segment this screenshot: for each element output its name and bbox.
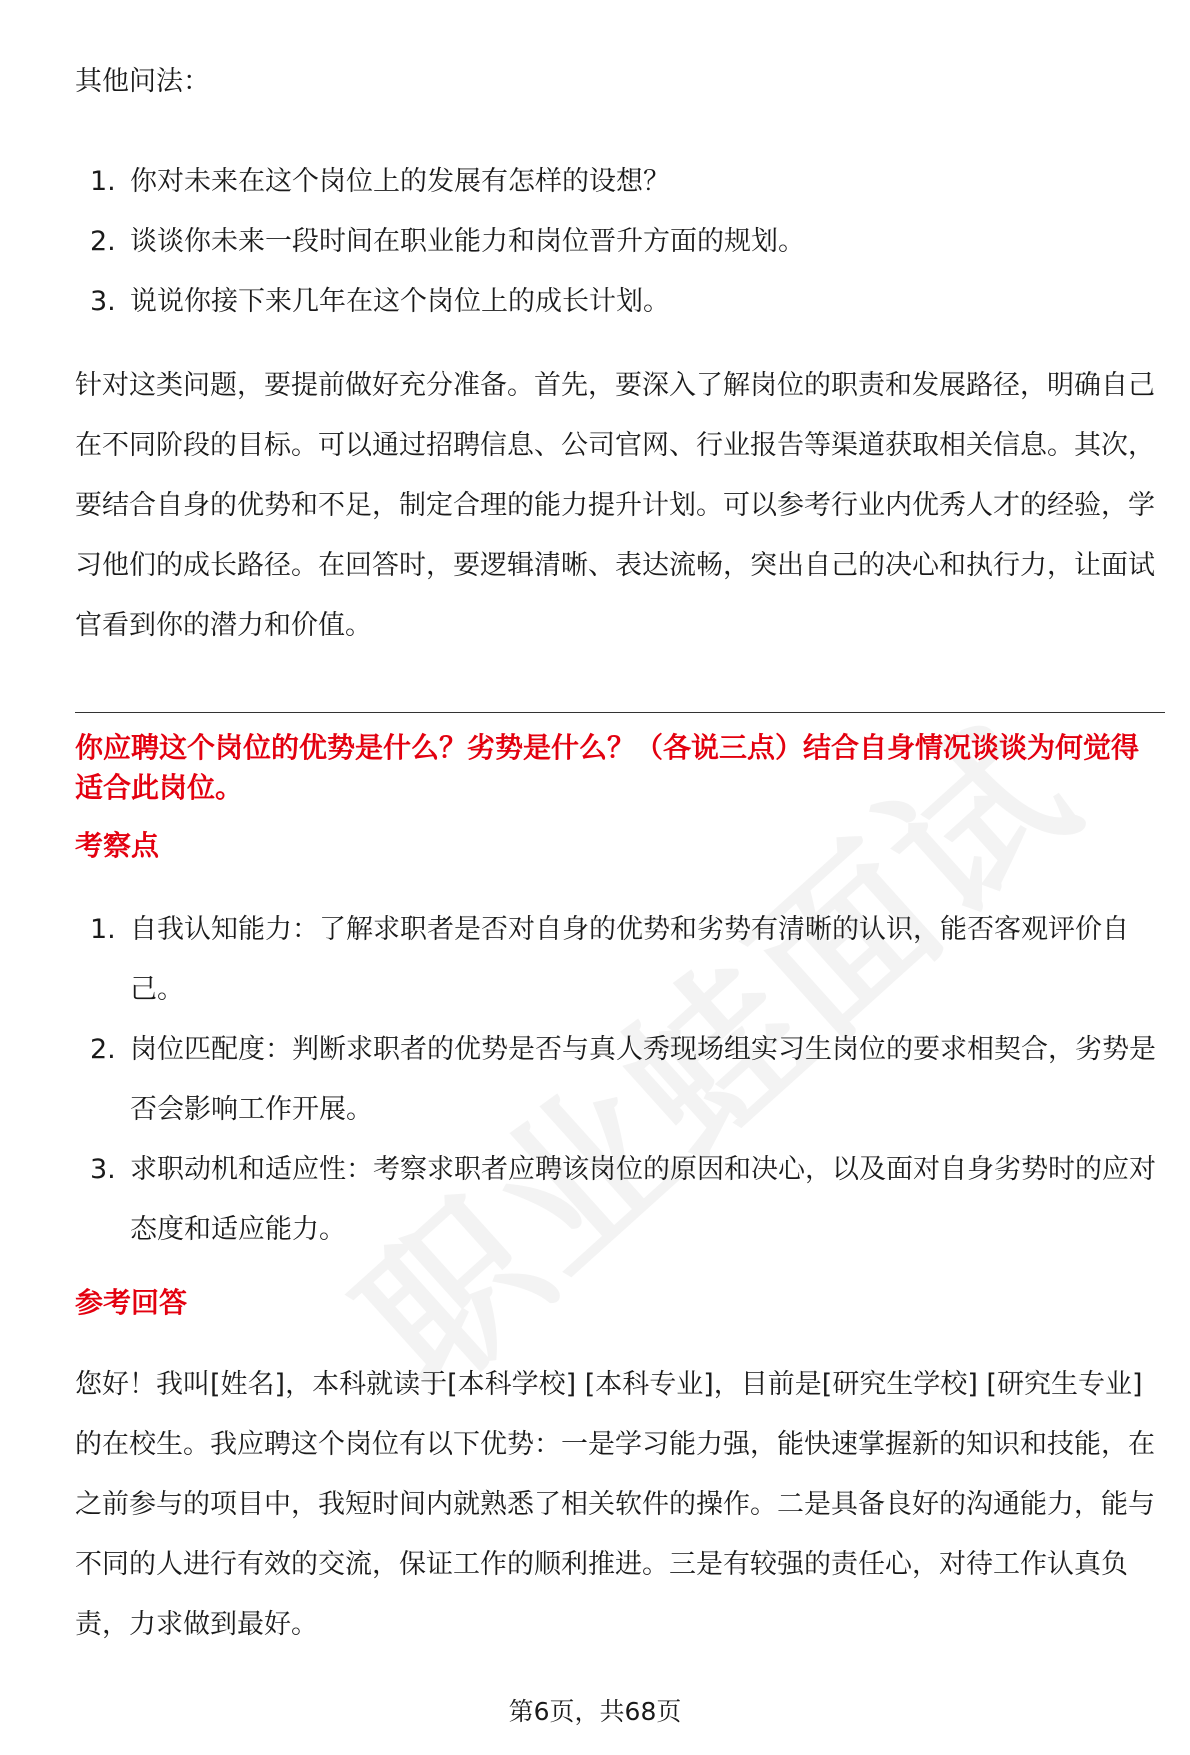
list-item <box>75 272 1165 332</box>
points-heading: 考察点 <box>75 829 160 862</box>
list-number: 1. <box>90 914 116 945</box>
list-item-text: 岗位匹配度：判断求职者的优势是否与真人秀现场组实习生岗位的要求相契合，劣势是否会影响工作开展。 <box>130 1034 1156 1125</box>
other-questions-list <box>75 152 1165 332</box>
list-item-text: 求职动机和适应性：考察求职者应聘该岗位的原因和决心，以及面对自身劣势时的应对态度和适应能力。 <box>130 1154 1156 1245</box>
list-number: 1. <box>90 166 116 197</box>
list-item <box>75 1140 1165 1260</box>
list-number: 2. <box>90 1034 116 1065</box>
question-title: 你应聘这个岗位的优势是什么？劣势是什么？（各说三点）结合自身情况谈谈为何觉得适合此岗位。 <box>75 731 1140 804</box>
points-list <box>75 900 1165 1260</box>
list-number: 3. <box>90 286 116 317</box>
answer-paragraph: 您好！我叫[姓名]，本科就读于[本科学校] [本科专业]，目前是[研究生学校] [研究生专业]的在校生。我应聘这个岗位有以下优势：一是学习能力强，能快速掌握新的知识和技能，在之前参与的项目中，我短时间内就熟悉了相关软件的操作。二是具备良好的沟通能力，能与不同的人进行有效的交流，保证工作的顺利推进。三是有较强的责任心，对待工作认真负责，力求做到最好。 <box>75 1369 1155 1640</box>
page-number: 第6页，共68页 <box>508 1697 682 1726</box>
section-divider <box>75 712 1165 713</box>
list-number: 2. <box>90 226 116 257</box>
list-item-text: 说说你接下来几年在这个岗位上的成长计划。 <box>130 286 670 317</box>
list-item-text: 谈谈你未来一段时间在职业能力和岗位晋升方面的规划。 <box>130 226 805 257</box>
preparation-paragraph: 针对这类问题，要提前做好充分准备。首先，要深入了解岗位的职责和发展路径，明确自己在不同阶段的目标。可以通过招聘信息、公司官网、行业报告等渠道获取相关信息。其次，要结合自身的优势和不足，制定合理的能力提升计划。可以参考行业内优秀人才的经验，学习他们的成长路径。在回答时，要逻辑清晰、表达流畅，突出自己的决心和执行力，让面试官看到你的潜力和价值。 <box>75 370 1155 641</box>
list-item <box>75 212 1165 272</box>
list-item <box>75 1020 1165 1140</box>
list-number: 3. <box>90 1154 116 1185</box>
list-item <box>75 152 1165 212</box>
list-item <box>75 900 1165 1020</box>
answer-heading: 参考回答 <box>75 1286 188 1319</box>
list-item-text: 自我认知能力：了解求职者是否对自身的优势和劣势有清晰的认识，能否客观评价自己。 <box>130 914 1129 1005</box>
list-item-text: 你对未来在这个岗位上的发展有怎样的设想？ <box>130 166 670 197</box>
other-questions-label: 其他问法： <box>75 66 210 97</box>
